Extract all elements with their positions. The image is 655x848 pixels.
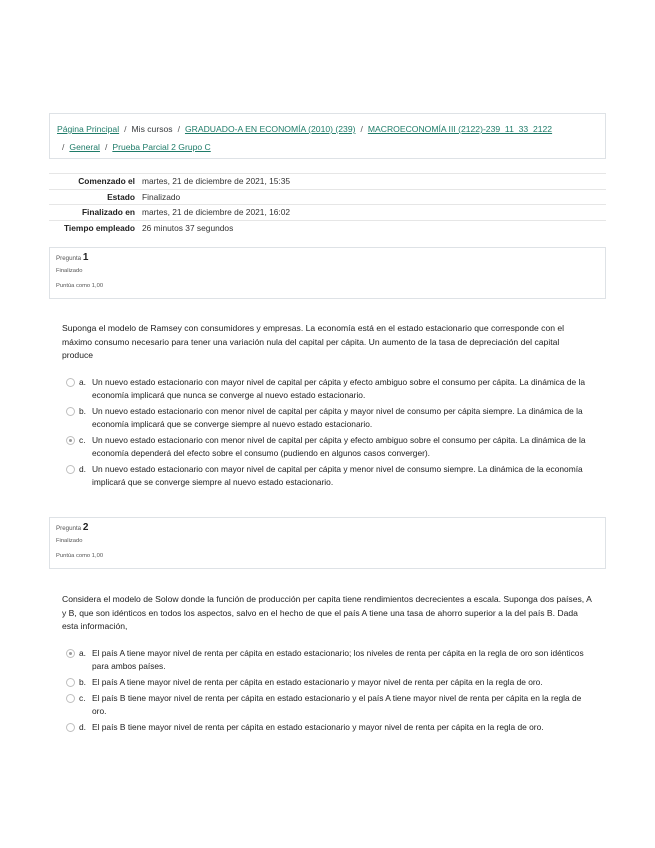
answer-text: El país B tiene mayor nivel de renta per cápita en estado estacionario y el país A tiene mayor nivel de renta per cápita en la regla de oro. (92, 693, 582, 716)
question-2-info (49, 517, 606, 569)
summary-row-started (49, 174, 606, 190)
answer-letter: c. (79, 693, 86, 703)
breadcrumb-quiz-link[interactable]: Prueba Parcial 2 Grupo C (112, 142, 211, 152)
breadcrumb (49, 113, 606, 159)
question-state: Finalizado (56, 538, 83, 544)
summary-label: Finalizado en (49, 205, 139, 221)
answer-option-d[interactable] (66, 463, 591, 489)
question-1-text: Suponga el modelo de Ramsey con consumidores y empresas. La economía está en el estado estacionario que corresponde con el máximo consumo necesario para tener una variación nula del capital per cápita. Un aumento de la tasa de depreciación del capital produce (62, 323, 565, 361)
summary-row-state (49, 189, 606, 205)
radio-button[interactable] (66, 378, 75, 387)
question-label: Pregunta (56, 525, 82, 532)
radio-button-selected[interactable] (66, 436, 75, 445)
answer-letter: c. (79, 435, 86, 445)
answer-letter: b. (79, 677, 86, 687)
question-number-value: 2 (82, 522, 89, 533)
radio-button[interactable] (66, 694, 75, 703)
breadcrumb-section-link[interactable]: General (69, 142, 100, 152)
answer-text: El país B tiene mayor nivel de renta per cápita en estado estacionario y mayor nivel de renta per cápita en la regla de oro. (92, 722, 544, 732)
breadcrumb-line-1 (57, 120, 598, 138)
answer-option-a[interactable] (66, 647, 591, 673)
breadcrumb-separator: / (360, 124, 363, 134)
answer-text: Un nuevo estado estacionario con menor nivel de capital per cápita y efecto ambiguo sobre el consumo per cápita. La dinámica de la economía dependerá del efecto sobre el consumo (pudiendo en algunos casos converger). (92, 435, 586, 458)
answer-letter: a. (79, 648, 86, 658)
question-1-answers (66, 376, 591, 489)
answer-letter: a. (79, 377, 86, 387)
answer-option-d[interactable] (66, 721, 591, 734)
radio-button-selected[interactable] (66, 649, 75, 658)
radio-button[interactable] (66, 723, 75, 732)
question-grade: Puntúa como 1,00 (56, 553, 104, 559)
question-1-info (49, 247, 606, 299)
summary-row-time-taken (49, 220, 606, 236)
answer-option-b[interactable] (66, 405, 591, 431)
answer-letter: d. (79, 464, 86, 474)
question-2-text: Considera el modelo de Solow donde la función de producción per capita tiene rendimientos decrecientes a escala. Suponga dos países, A y B, que son idénticos en todos los aspectos, salvo en el hecho de que el país A tiene una tasa de ahorro superior a la del país B. Dada esta información, (62, 594, 592, 632)
breadcrumb-course-link[interactable]: MACROECONOMÍA III (2122)-239_11_33_2122 (367, 124, 553, 134)
breadcrumb-separator: / (177, 124, 180, 134)
question-2-answers (66, 647, 591, 734)
summary-label: Comenzado el (49, 174, 139, 190)
summary-value: martes, 21 de diciembre de 2021, 15:35 (139, 174, 606, 190)
answer-letter: b. (79, 406, 86, 416)
answer-text: Un nuevo estado estacionario con menor nivel de capital per cápita y mayor nivel de consumo per cápita siempre. La dinámica de la economía implicará que se converge siempre al nuevo estado estacionario. (92, 406, 583, 429)
breadcrumb-separator: / (104, 142, 108, 152)
answer-text: Un nuevo estado estacionario con mayor nivel de capital per cápita y efecto ambiguo sobre el consumo per cápita. La dinámica de la economía implicará que nunca se converge al nuevo estado estacionario. (92, 377, 586, 400)
answer-option-c[interactable] (66, 434, 591, 460)
answer-text: El país A tiene mayor nivel de renta per cápita en estado estacionario y mayor nivel de renta per cápita en la regla de oro. (92, 677, 543, 687)
radio-button[interactable] (66, 407, 75, 416)
summary-value: Finalizado (139, 189, 606, 205)
question-label: Pregunta (56, 255, 82, 262)
question-number-value: 1 (82, 252, 89, 263)
attempt-summary-table (49, 173, 606, 236)
breadcrumb-my-courses: Mis cursos (131, 124, 173, 134)
breadcrumb-home-link[interactable]: Página Principal (57, 124, 120, 134)
radio-button[interactable] (66, 678, 75, 687)
breadcrumb-program-link[interactable]: GRADUADO-A EN ECONOMÍA (2010) (239) (184, 124, 356, 134)
answer-letter: d. (79, 722, 86, 732)
question-number (56, 252, 599, 264)
summary-value: 26 minutos 37 segundos (139, 220, 606, 236)
answer-text: El país A tiene mayor nivel de renta per cápita en estado estacionario; los niveles de renta per cápita en la regla de oro son idénticos para ambos países. (92, 648, 584, 671)
breadcrumb-separator: / (124, 124, 127, 134)
answer-option-c[interactable] (66, 692, 591, 718)
breadcrumb-separator: / (62, 142, 65, 152)
summary-label: Estado (49, 189, 139, 205)
answer-option-a[interactable] (66, 376, 591, 402)
answer-text: Un nuevo estado estacionario con mayor nivel de capital per cápita y menor nivel de consumo siempre. La dinámica de la economía implicará que se converge siempre al nuevo estado estacionario. (92, 464, 583, 487)
radio-button[interactable] (66, 465, 75, 474)
summary-label: Tiempo empleado (49, 220, 139, 236)
summary-row-finished (49, 205, 606, 221)
summary-value: martes, 21 de diciembre de 2021, 16:02 (139, 205, 606, 221)
breadcrumb-line-2 (57, 138, 598, 156)
answer-option-b[interactable] (66, 676, 591, 689)
question-state: Finalizado (56, 268, 83, 274)
question-grade: Puntúa como 1,00 (56, 283, 104, 289)
question-number (56, 522, 599, 534)
